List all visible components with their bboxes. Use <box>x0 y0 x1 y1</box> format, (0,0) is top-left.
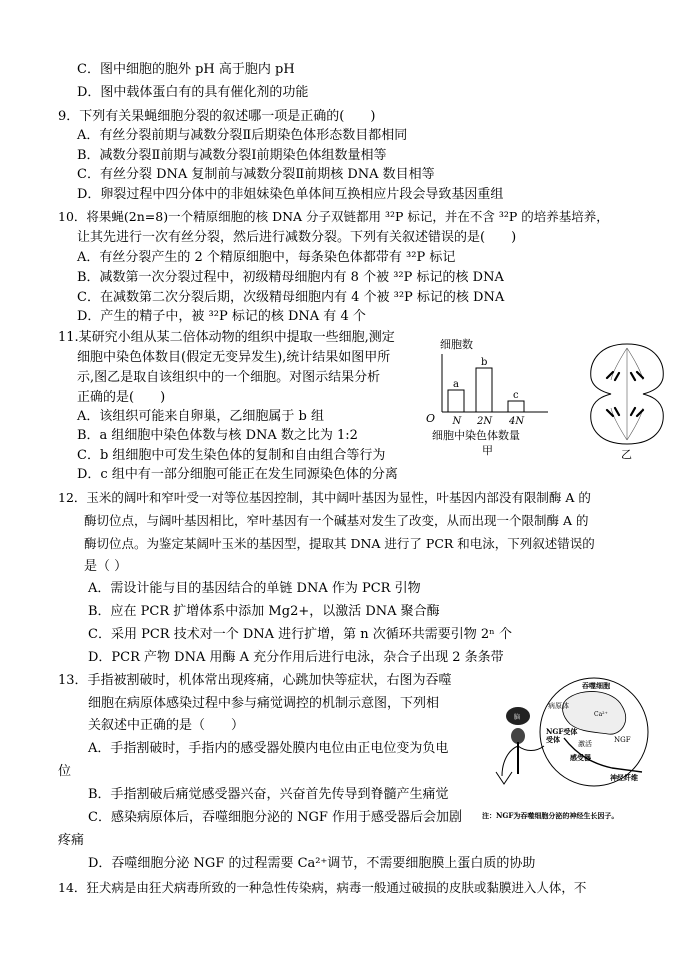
bar-label-b: b <box>481 357 488 368</box>
chart-origin: O <box>426 412 436 425</box>
question-11-stem-2: 细胞中染色体数目(假定无变异发生),统计结果如图甲所 <box>77 350 391 365</box>
chart-jia <box>418 336 568 460</box>
question-13-stem-2: 细胞在病原体感染过程中参与痛觉调控的机制示意图，下列相 <box>88 696 440 711</box>
label-receptor: 受体 <box>546 735 560 744</box>
label-ngf-receptor: NGF受体 <box>546 727 578 736</box>
question-11-stem-3: 示,图乙是取自该组织中的一个细胞。对图示结果分析 <box>77 370 381 385</box>
question-12-stem-3: 酶切位点。为鉴定某阔叶玉米的基因型，提取其 DNA 进行了 PCR 和电泳，下列叙述错误的 <box>84 536 595 551</box>
label-sensor: 感受器 <box>570 753 591 762</box>
label-pathogen: 病原体 <box>548 702 569 710</box>
figure-yi <box>585 340 670 460</box>
tick-label-2N: 2N <box>477 416 493 427</box>
question-14-stem: 14．狂犬病是由狂犬病毒所致的一种急性传染病，病毒一般通过破损的皮肤或黏膜进入人体，不 <box>58 880 587 895</box>
question-12-stem-2: 酶切位点，与阔叶基因相比，窄叶基因有一个碱基对发生了改变，从而出现一个限制酶 A 的 <box>84 513 589 528</box>
option-13c-cont: 疼痛 <box>58 833 85 848</box>
bar-N <box>448 390 464 412</box>
label-brain: 脑 <box>514 714 521 721</box>
question-13-stem-3: 关叙述中正确的是（ ） <box>88 718 245 733</box>
question-10-stem: 10．将果蝇(2n=8)一个精原细胞的核 DNA 分子双链都用 ³²P 标记，并在不含 ³²P 的培养基培养， <box>58 209 609 224</box>
question-13-stem: 13．手指被割破时，机体常出现疼痛，心跳加快等症状，右图为吞噬 <box>58 673 452 688</box>
option-8c: C．图中细胞的胞外 pH 高于胞内 pH <box>77 62 295 77</box>
option-10c: C．在减数第二次分裂后期，次级精母细胞内有 4 个被 ³²P 标记的核 DNA <box>77 290 505 305</box>
label-phagocyte: 吞噬细胞 <box>582 681 610 690</box>
figure-yi-caption: 乙 <box>621 448 632 460</box>
label-ngf: NGF <box>614 736 631 744</box>
option-13c: C．感染病原体后，吞噬细胞分泌的 NGF 作用于感受器后会加剧 <box>88 810 462 825</box>
option-9c: C．有丝分裂 DNA 复制前与减数分裂Ⅱ前期核 DNA 数目相等 <box>77 167 435 182</box>
human-brain-spine-icon <box>496 707 544 784</box>
label-ca: Ca²⁺ <box>594 711 608 718</box>
bar-label-c: c <box>513 390 519 401</box>
bar-label-a: a <box>453 379 459 390</box>
option-8d: D．图中载体蛋白有的具有催化剂的功能 <box>77 85 309 100</box>
label-nerve-fiber: 神经纤维 <box>610 773 638 782</box>
option-9d: D．卵裂过程中四分体中的非姐妹染色单体间互换相应片段会导致基因重组 <box>77 187 504 202</box>
question-9-stem: 9．下列有关果蝇细胞分裂的叙述哪一项是正确的( ) <box>58 109 376 124</box>
question-12-stem-4: 是（ ） <box>84 559 128 574</box>
option-11c: C．b 组细胞中可发生染色体的复制和自由组合等行为 <box>77 448 386 463</box>
bar-4N <box>508 401 524 412</box>
option-12a: A．需设计能与目的基因结合的单链 DNA 作为 PCR 引物 <box>88 581 421 596</box>
option-12d: D．PCR 产物 DNA 用酶 A 充分作用后进行电泳，杂合子出现 2 条条带 <box>88 650 504 665</box>
figure-13 <box>482 676 688 824</box>
option-13b: B．手指割破后痛觉感受器兴奋，兴奋首先传导到脊髓产生痛觉 <box>88 787 449 802</box>
option-11a: A．该组织可能来自卵巢，乙细胞属于 b 组 <box>77 409 324 424</box>
option-11b: B．a 组细胞中染色体数与核 DNA 数之比为 1:2 <box>77 428 358 443</box>
question-11-stem-4: 正确的是( ) <box>77 390 166 405</box>
label-activate: 激活 <box>578 740 592 748</box>
option-13d: D．吞噬细胞分泌 NGF 的过程需要 Ca²⁺调节，不需要细胞膜上蛋白质的协助 <box>88 856 536 871</box>
chart-caption: 甲 <box>482 444 493 457</box>
question-11-stem: 11.某研究小组从某二倍体动物的组织中提取一些细胞,测定 <box>58 330 395 345</box>
spindle-fibers <box>611 348 643 440</box>
tick-label-N: N <box>452 416 462 427</box>
tick-label-4N: 4N <box>509 416 525 427</box>
option-10a: A．有丝分裂产生的 2 个精原细胞中，每条染色体都带有 ³²P 标记 <box>77 250 456 265</box>
option-10d: D．产生的精子中，被 ³²P 标记的核 DNA 有 4 个 <box>77 309 366 324</box>
chart-xlabel: 细胞中染色体数量 <box>432 429 520 442</box>
option-11d: D．c 组中有一部分细胞可能正在发生同源染色体的分离 <box>77 467 398 482</box>
chart-ylabel: 细胞数 <box>440 338 473 351</box>
option-9b: B．减数分裂Ⅱ前期与减数分裂Ⅰ前期染色体组数量相等 <box>77 148 387 163</box>
option-12c: C．采用 PCR 技术对一个 DNA 进行扩增，第 n 次循环共需要引物 2ⁿ 个 <box>88 627 512 642</box>
question-10-stem-2: 让其先进行一次有丝分裂，然后进行减数分裂。下列有关叙述错误的是( ) <box>77 230 517 245</box>
option-12b: B．应在 PCR 扩增体系中添加 Mg2+，以激活 DNA 聚合酶 <box>88 604 440 619</box>
figure13-note: 注：NGF为吞噬细胞分泌的神经生长因子。 <box>482 811 619 820</box>
option-10b: B．减数第一次分裂过程中，初级精母细胞内有 8 个被 ³²P 标记的核 DNA <box>77 270 504 285</box>
question-12-stem: 12．玉米的阔叶和窄叶受一对等位基因控制，其中阔叶基因为显性，叶基因内部没有限制酶 A 的 <box>58 490 591 505</box>
bar-2N <box>476 368 492 412</box>
option-9a: A．有丝分裂前期与减数分裂Ⅱ后期染色体形态数目都相同 <box>77 128 408 143</box>
option-13a: A．手指割破时，手指内的感受器处膜内电位由正电位变为负电 <box>88 741 449 756</box>
option-13a-cont: 位 <box>58 764 72 779</box>
